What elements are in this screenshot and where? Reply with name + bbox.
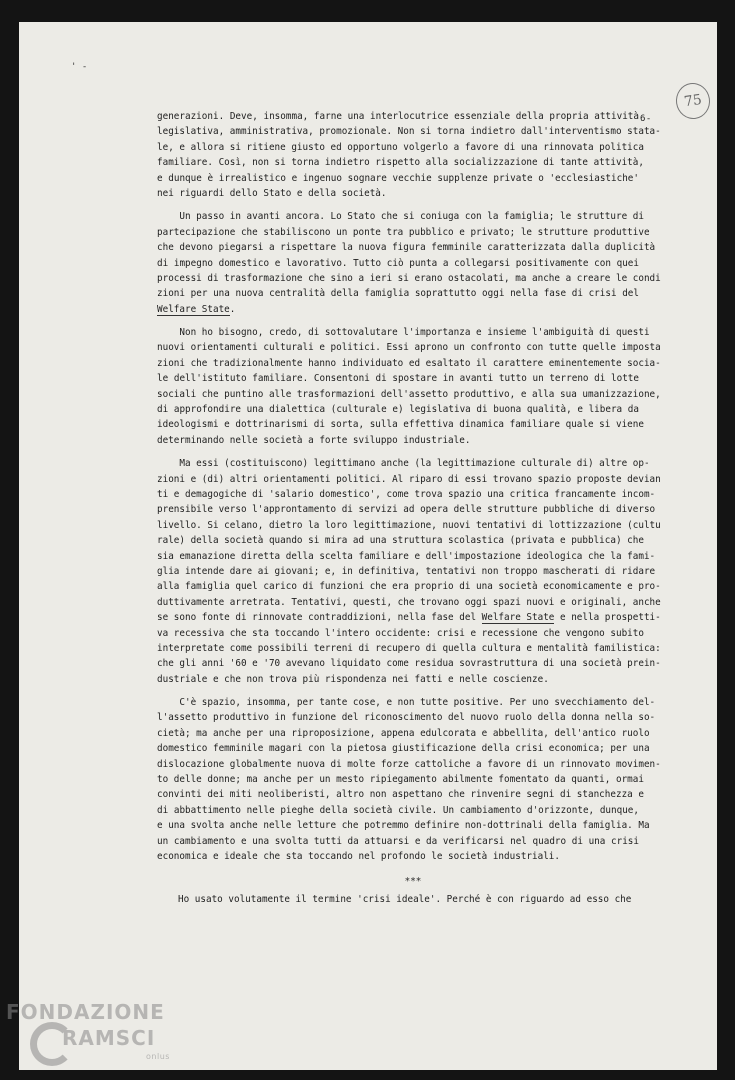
- text-line: alla famiglia quel carico di funzioni che era proprio di una società economicamente e pro-: [157, 581, 661, 593]
- text-line: ideologismi e dottrinarismi di sorta, sulla effettiva dinamica familiare quale si viene: [157, 419, 644, 431]
- text-line: to delle donne; ma anche per un mesto ripiegamento abilmente fomentato da quanti, ormai: [157, 774, 644, 786]
- text-line: se sono fonte di rinnovate contraddizioni, nella fase del Welfare State e nella prospetti-: [157, 612, 661, 624]
- text-line: di impegno domestico e lavorativo. Tutto ciò punta a collegarsi positivamente con quei: [157, 257, 639, 269]
- text-line: processi di trasformazione che sino a ieri si erano ostacolati, ma anche a creare le condi: [157, 272, 661, 284]
- paragraph: [157, 695, 661, 864]
- text-line: legislativa, amministrativa, promozionale. Non si torna indietro dall'interventismo stata-: [157, 126, 661, 138]
- text-line: Un passo in avanti ancora. Lo Stato che si coniuga con la famiglia; le strutture di: [157, 211, 644, 223]
- text-line: di approfondire una dialettica (culturale e) legislativa di buona qualità, e libera da: [157, 404, 639, 416]
- text-line: nei riguardi dello Stato e della società.: [157, 187, 387, 199]
- text-line: duttivamente arretrata. Tentativi, questi, che trovano oggi spazi nuovi e originali, anche: [157, 596, 661, 608]
- text-line: zioni che tradizionalmente hanno individuato ed esaltato il carattere eminentemente socia-: [157, 357, 661, 369]
- text-line: convinti dei miti neoliberisti, altro non aspettano che rinvenire segni di stanchezza e: [157, 789, 644, 801]
- text-line: zioni per una nuova centralità della famiglia soprattutto oggi nella fase di crisi del: [157, 288, 639, 300]
- text-line: Welfare State.: [157, 303, 236, 315]
- text-line: livello. Si celano, dietro la loro legittimazione, nuovi tentativi di lottizzazione (cultu: [157, 519, 661, 531]
- paragraph-gap: [157, 201, 639, 209]
- text-line: interpretate come possibili terreni di recupero di quella cultura e mentalità familistica:: [157, 642, 661, 654]
- fondazione-gramsci-watermark: [6, 1000, 186, 1076]
- paragraph-gap: [157, 687, 639, 695]
- paragraph: [157, 109, 661, 201]
- text-line: e una svolta anche nelle letture che potremmo definire non-dottrinali della famiglia. Ma: [157, 820, 650, 832]
- text-line: partecipazione che stabiliscono un ponte tra pubblico e privato; le strutture produttive: [157, 226, 650, 238]
- text-line: glia intende dare ai giovani; e, in definitiva, tentativi non troppo mascherati di ridare: [157, 565, 656, 577]
- text-line: cietà; ma anche per una riproposizione, appena edulcorata e abbellita, dell'antico ruolo: [157, 727, 650, 739]
- underlined-term: Welfare State: [481, 612, 555, 624]
- page-number: 6-: [640, 114, 652, 124]
- text-line: le, e allora si ritiene giusto ed opportuno volgerlo a favore di una rinnovata politica: [157, 141, 644, 153]
- watermark-line2: RAMSCI: [62, 1026, 156, 1050]
- text-line: rale) della società quando si mira ad una struttura scolastica (privata e pubblica) che: [157, 535, 644, 547]
- text-line: Non ho bisogno, credo, di sottovalutare l'importanza e insieme l'ambiguità di questi: [157, 327, 650, 339]
- text-line: l'assetto produttivo in funzione del riconoscimento del nuovo ruolo della donna nella so-: [157, 712, 656, 724]
- text-line: le dell'istituto familiare. Consentoni di spostare in avanti tutto un terreno di lotte: [157, 373, 639, 385]
- text-line: nuovi orientamenti culturali e politici. Essi aprono un confronto con tutte quelle imposta: [157, 342, 661, 354]
- closing-line: Ho usato volutamente il termine 'crisi ideale'. Perché è con riguardo ad esso che: [178, 894, 632, 905]
- paragraph: [157, 209, 661, 317]
- paragraph: [157, 456, 661, 687]
- text-line: sia emanazione diretta della scelta familiare e dell'impostazione ideologica che la fami-: [157, 550, 656, 562]
- paragraph-gap: [157, 317, 639, 325]
- text-line: di abbattimento nelle pieghe della società civile. Un cambiamento d'orizzonte, dunque,: [157, 804, 639, 816]
- paragraph: [157, 325, 661, 448]
- text-line: economica e ideale che sta toccando nel profondo le società industriali.: [157, 850, 560, 862]
- text-line: domestico femminile magari con la pietosa giustificazione della crisi economica; per una: [157, 743, 650, 755]
- underlined-term: Welfare State: [157, 303, 230, 315]
- corner-marks: ' -: [71, 62, 88, 72]
- text-line: generazioni. Deve, insomma, farne una interlocutrice essenziale della propria attività: [157, 111, 639, 122]
- text-line: zioni e (di) altri orientamenti politici. Al riparo di essi trovano spazio proposte devian: [157, 473, 661, 485]
- text-line: determinando nelle società a forte sviluppo industriale.: [157, 434, 471, 446]
- text-line: Ma essi (costituiscono) legittimano anche (la legittimazione culturale di) altre op-: [157, 458, 650, 470]
- archive-stamp: 75: [674, 81, 713, 121]
- text-line: sociali che puntino alle trasformazioni dell'assetto produttivo, e alla sua umanizzazione,: [157, 388, 661, 400]
- paragraph-gap: [157, 448, 639, 456]
- body-text: [157, 109, 661, 901]
- text-line: prensibile verso l'approntamento di servizi ad opera delle strutture pubbliche di diverso: [157, 504, 656, 516]
- text-line: C'è spazio, insomma, per tante cose, e non tutte positive. Per uno svecchiamento del-: [157, 697, 656, 709]
- text-line: che devono piegarsi a rispettare la nuova figura femminile caratterizzata dalla duplicità: [157, 242, 656, 254]
- text-line: un cambiamento e una svolta tutti da attuarsi e da verificarsi nel quadro di una crisi: [157, 835, 639, 847]
- text-line: familiare. Così, non si torna indietro rispetto alla socializzazione di tante attività,: [157, 157, 644, 169]
- text-line: ti e demagogiche di 'salario domestico', come trova spazio una critica francamente incom-: [157, 488, 656, 500]
- watermark-suffix: onlus: [146, 1052, 170, 1061]
- text-line: dislocazione globalmente nuova di molte forze cattoliche a favore di un rinnovato movimen-: [157, 758, 661, 770]
- watermark-line1: FONDAZIONE: [6, 1000, 165, 1024]
- section-separator: ***: [404, 876, 422, 888]
- text-line: e dunque è irrealistico e ingenuo sognare vecchie supplenze private o 'ecclesiastiche': [157, 172, 639, 184]
- text-line: va recessiva che sta toccando l'intero occidente: crisi e recessione che vengono subito: [157, 627, 644, 639]
- text-line: dustriale e che non trova più rispondenza nei fatti e nelle coscienze.: [157, 673, 549, 685]
- text-line: che gli anni '60 e '70 avevano liquidato come residua sovrastruttura di una società prein-: [157, 658, 661, 670]
